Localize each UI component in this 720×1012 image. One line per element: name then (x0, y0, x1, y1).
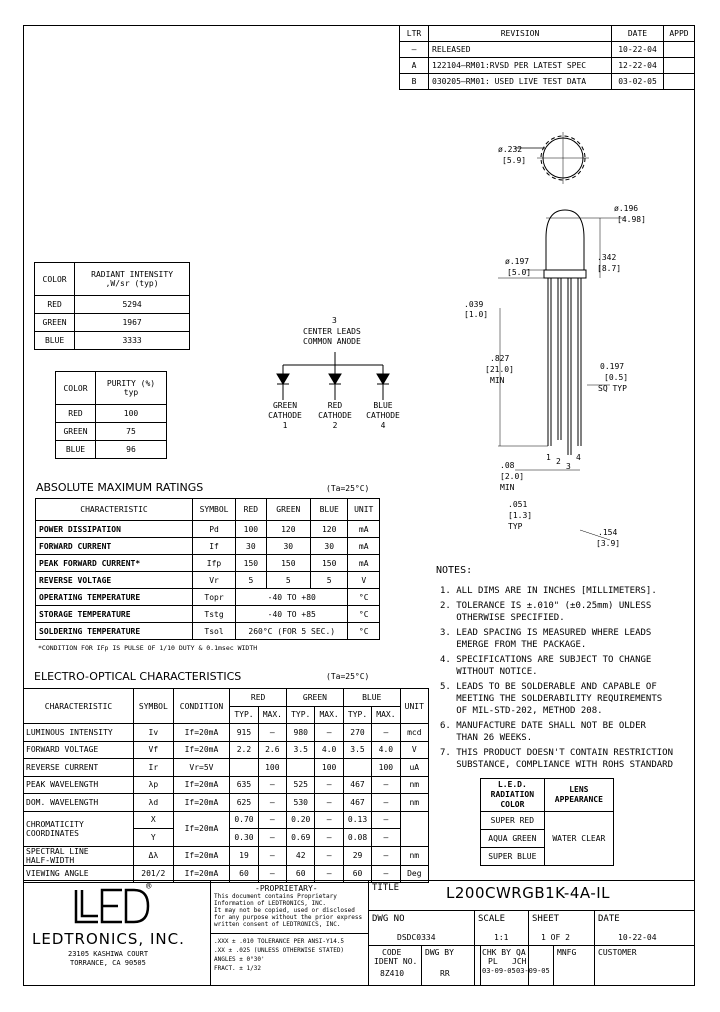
dim-lens-dia-mm: [5.0] (507, 268, 532, 277)
note-item: 7. THIS PRODUCT DOESN'T CONTAIN RESTRICTION SUBSTANCE, COMPLIANCE WITH ROHS STANDARD (440, 748, 674, 770)
dim-gap-mm: [2.0] (500, 472, 525, 481)
dim-lens-dia: ø.197 (505, 257, 530, 266)
table-row: AQUA GREEN (481, 830, 614, 848)
table-row: FORWARD VOLTAGE Vf If=20mA 2.2 2.6 3.5 4.0 3.5 4.0 V (24, 741, 429, 759)
dim-body-dia-mm: [4.98] (617, 215, 646, 224)
dim-lead-sq-note: SQ TYP (598, 384, 627, 393)
led-body (546, 210, 584, 270)
chk-by: PL (488, 957, 498, 966)
dwg-no-label: DWG NO (372, 914, 405, 924)
table-row: PEAK FORWARD CURRENT* Ifp 150 150 150 mA (36, 555, 380, 572)
drawing-title: L200CWRGB1K-4A-IL (446, 884, 611, 902)
mnfg-label: MNFG (557, 948, 577, 957)
sheet-label: SHEET (532, 914, 560, 924)
table-row: SUPER BLUE (481, 848, 614, 866)
cathode-blue: BLUE CATHODE 4 (366, 401, 400, 430)
notes-list (440, 585, 692, 771)
scale: 1:1 (494, 933, 509, 942)
qa-label: QA (516, 948, 526, 957)
qa-date: 03-09-05 (516, 967, 550, 975)
dim-span: .154 (598, 528, 618, 537)
table-row: SOLDERING TEMPERATURE Tsol 260°C (FOR 5 SEC.) °C (36, 623, 380, 640)
date: 10-22-04 (618, 933, 657, 942)
dim-pitch-note: TYP (508, 522, 523, 531)
note-item: 2. TOLERANCE IS ±.010" (±0.25mm) UNLESS OTHERWISE SPECIFIED. (440, 601, 652, 623)
dim-flange-mm: [1.0] (464, 310, 489, 319)
address-line: 23105 KASHIWA COURT (68, 950, 149, 958)
dim-span-mm: [3.9] (596, 539, 621, 548)
code: 8Z410 (380, 969, 405, 978)
code-label: CODE (382, 948, 402, 957)
table-row: SUPER RED WATER CLEAR (481, 812, 614, 830)
abs-max-title: ABSOLUTE MAXIMUM RATINGS (36, 481, 204, 494)
schematic-label: COMMON ANODE (303, 337, 361, 346)
proprietary-title: -PROPRIETARY- (255, 884, 318, 893)
table-row: REVERSE VOLTAGE Vr 5 5 5 V (36, 572, 380, 589)
cathode-red: RED CATHODE 2 (318, 401, 352, 430)
dim-pitch: .051 (508, 500, 528, 509)
table-row: CHROMATICITY COORDINATES X If=20mA 0.70 – 0.20 – 0.13 – (24, 811, 429, 829)
dim-lead-sq: 0.197 (600, 362, 625, 371)
dim-lead-len-mm: [21.0] (485, 365, 514, 374)
dim-gap-note: MIN (500, 483, 515, 492)
table-row: STORAGE TEMPERATURE Tstg -40 TO +85 °C (36, 606, 380, 623)
date-label: DATE (598, 914, 620, 924)
table-row: GREEN 1967 (35, 314, 190, 332)
table-row: BLUE 3333 (35, 332, 190, 350)
lead-number: 2 (556, 457, 561, 466)
table-row: OPERATING TEMPERATURE Topr -40 TO +80 °C (36, 589, 380, 606)
dim-body-dia: ø.196 (614, 204, 639, 213)
proprietary-text: This document contains Proprietary Information of LEDTRONICS, INC. It may not be copied, used or disclosed for any purpose without the prior express written consent of LEDTRONICS, INC. (214, 893, 363, 928)
scale-label: SCALE (478, 914, 506, 924)
title-label: TITLE (372, 883, 400, 893)
ledtronics-logo: ® (72, 886, 152, 926)
cathode-green: GREEN CATHODE 1 (268, 401, 302, 430)
purity-table: COLOR PURITY (%) typ RED 100 GREEN 75 BLUE 96 (55, 371, 167, 459)
abs-max-footnote: *CONDITION FOR IFp IS PULSE OF 1/10 DUTY & 0.1msec WIDTH (38, 644, 258, 652)
qa-by: JCH (512, 957, 527, 966)
dim-lead-len: .827 (490, 354, 510, 363)
dwg-by: RR (440, 969, 450, 978)
dim-top-dia: ø.232 (498, 145, 523, 154)
table-row: BLUE 96 (56, 441, 167, 459)
table-row: LUMINOUS INTENSITY Iv If=20mA 915 – 980 – 270 – mcd (24, 724, 429, 742)
table-row: PEAK WAVELENGTH λp If=20mA 635 – 525 – 467 – nm (24, 776, 429, 794)
note-item: 3. LEAD SPACING IS MEASURED WHERE LEADS EMERGE FROM THE PACKAGE. (440, 628, 652, 650)
title-block-line (368, 910, 695, 911)
lead-number: 3 (566, 462, 571, 471)
table-row: SPECTRAL LINE HALF-WIDTH Δλ If=20mA 19 – 42 – 29 – nm (24, 846, 429, 865)
schematic-label: CENTER LEADS (303, 327, 361, 336)
table-row: GREEN 75 (56, 423, 167, 441)
table-row: REVERSE CURRENT Ir Vr=5V 100 100 100 uA (24, 759, 429, 777)
radiant-intensity-table: COLOR RADIANT INTENSITY ,W/sr (typ) RED 5294 GREEN 1967 BLUE 3333 (34, 262, 190, 350)
revision-row: – RELEASED 10-22-04 (400, 42, 695, 58)
table-row: RED 5294 (35, 296, 190, 314)
ident-label: IDENT NO. (374, 957, 418, 966)
dim-height-mm: [8.7] (597, 264, 622, 273)
table-row: Y 0.30 – 0.69 – 0.08 – (24, 829, 429, 847)
table-row: POWER DISSIPATION Pd 100 120 120 mA (36, 521, 380, 538)
eo-title: ELECTRO-OPTICAL CHARACTERISTICS (34, 670, 242, 683)
abs-max-condition: (Ta=25°C) (326, 484, 370, 493)
note-item: 1. ALL DIMS ARE IN INCHES [MILLIMETERS]. (440, 586, 657, 596)
dim-lead-len-note: MIN (490, 376, 505, 385)
dim-lead-sq-mm: [0.5] (604, 373, 629, 382)
eo-condition: (Ta=25°C) (326, 672, 370, 681)
schematic-pin: 3 (332, 316, 337, 325)
dim-height: .342 (597, 253, 617, 262)
title-block-line (210, 933, 368, 934)
title-block-line (368, 945, 695, 946)
lens-table: L.E.D. RADIATION COLOR LENS APPEARANCE SUPER RED WATER CLEAR AQUA GREEN SUPER BLUE (480, 778, 614, 866)
lead-number: 1 (546, 453, 551, 462)
sheet: 1 OF 2 (541, 933, 570, 942)
revision-table: LTR REVISION DATE APPD – RELEASED 10-22-04 A 122104–RM01:RVSD PER LATEST SPEC 12-22-04 B 030205–RM01: USED LIVE TEST DATA 03-02-05 (399, 25, 695, 90)
dim-top-dia-mm: [5.9] (502, 156, 527, 165)
dim-flange: .039 (464, 300, 484, 309)
revision-row: A 122104–RM01:RVSD PER LATEST SPEC 12-22-04 (400, 58, 695, 74)
table-row: FORWARD CURRENT If 30 30 30 mA (36, 538, 380, 555)
mechanical-drawing (420, 110, 700, 560)
address-line: TORRANCE, CA 90505 (70, 959, 146, 967)
chk-date: 03-09-05 (482, 967, 516, 975)
table-row: RED 100 (56, 405, 167, 423)
customer-label: CUSTOMER (598, 948, 637, 957)
dwg-by-label: DWG BY (425, 948, 454, 957)
note-item: 5. LEADS TO BE SOLDERABLE AND CAPABLE OF MEETING THE SOLDERABILITY REQUIREMENTS OF MIL-STD-202, METHOD 208. (440, 682, 663, 716)
note-item: 6. MANUFACTURE DATE SHALL NOT BE OLDER THAN 26 WEEKS. (440, 721, 646, 743)
dim-gap: .08 (500, 461, 515, 470)
table-row: DOM. WAVELENGTH λd If=20mA 625 – 530 – 467 – nm (24, 794, 429, 812)
notes-title: NOTES: (436, 565, 473, 576)
eo-table: CHARACTERISTIC SYMBOL CONDITION RED GREEN BLUE UNIT TYP. MAX. TYP. MAX. TYP. MAX. LUMINOUS INTENSITY Iv If=20mA 915 – 980 – 270 – mcd FORWARD VOLTAGE Vf If=20mA 2.2 2.6 3.5 4.0 3.5 4.0 V REVERSE CURRENT Ir Vr=5V 100 100 100 uA PEAK WAVELENGTH λp If=20mA 635 – 525 – 467 – nm DOM. WAVELENGTH λd If=20mA 625 – 530 – 467 – nm CHROMATICITY COORDINATES X If=20mA 0.70 – 0.20 – 0.13 – Y 0.30 – 0.69 – 0.08 – SPECTRAL LINE HALF-WIDTH Δλ If=20mA 19 – 42 – 29 – nm VIEWING ANGLE 2θ1/2 If=20mA 60 – 60 – 60 – Deg (23, 688, 429, 883)
schematic-diagram (255, 340, 405, 410)
table-row: VIEWING ANGLE 2θ1/2 If=20mA 60 – 60 – 60 – Deg (24, 865, 429, 883)
dwg-no: DSDC0334 (397, 933, 436, 942)
lead-number: 4 (576, 453, 581, 462)
revision-row: B 030205–RM01: USED LIVE TEST DATA 03-02-05 (400, 74, 695, 90)
abs-max-table: CHARACTERISTIC SYMBOL RED GREEN BLUE UNIT POWER DISSIPATION Pd 100 120 120 mA FORWARD CURRENT If 30 30 30 mA PEAK FORWARD CURRENT* Ifp 150 150 150 mA REVERSE VOLTAGE Vr 5 5 5 V OPERATING TEMPERATURE Topr -40 TO +80 °C STORAGE TEMPERATURE Tstg -40 TO +85 °C SOLDERING TEMPERATURE Tsol 260°C (FOR 5 SEC.) °C (35, 498, 380, 640)
dim-pitch-mm: [1.3] (508, 511, 533, 520)
title-block-divider (23, 880, 695, 881)
chk-label: CHK BY (482, 948, 511, 957)
tolerance-block: .XXX ± .010 TOLERANCE PER ANSI-Y14.5 .XX ± .025 (UNLESS OTHERWISE STATED) ANGLES ± 0°30' FRACT. ± 1/32 (214, 938, 345, 972)
note-item: 4. SPECIFICATIONS ARE SUBJECT TO CHANGE WITHOUT NOTICE. (440, 655, 652, 677)
title-block-line (368, 880, 369, 986)
company-name: LEDTRONICS, INC. (32, 930, 185, 948)
